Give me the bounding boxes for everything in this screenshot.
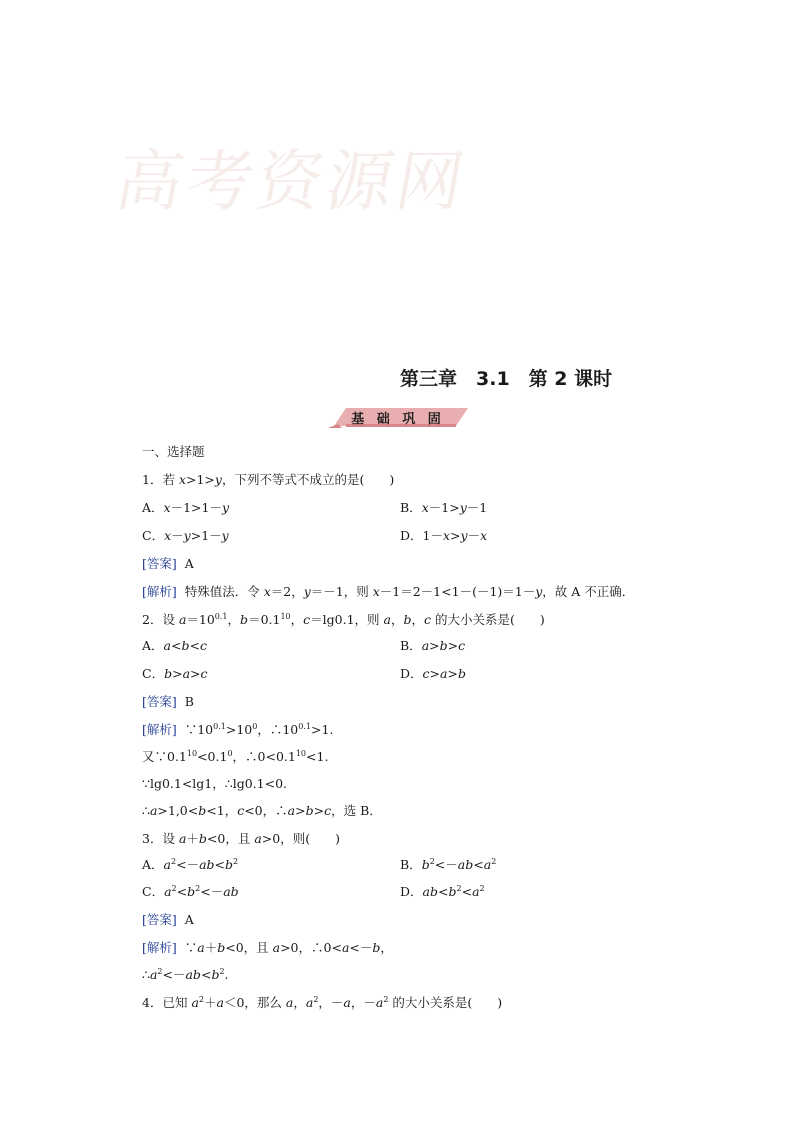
banner-label: 基 础 巩 固 (351, 412, 445, 427)
question-4-stem: 4．已知 $a^2+a<0$，那么 a，$a^2$，－a，$-a^2$ 的大小关系是( ) (142, 994, 503, 1010)
question-1-stem: 1．若 x>1>y，下列不等式不成立的是( ) (142, 472, 395, 487)
page-title: 第三章 3.1 第 2 课时 (400, 368, 613, 390)
q1-answer-value: A (184, 556, 194, 571)
q2-analysis-2: 又$\because 0.1^{10}<0.1^0$，$\therefore 0<0.1^{10}<1$. (142, 748, 329, 764)
q1-option-c: C．x－y>1－y (142, 528, 229, 543)
q3-analysis-1 (142, 940, 393, 956)
q1-analysis-text: 特殊值法．令 x＝2，y＝－1，则 x－1＝2－1<1－(－1)＝1－y，故 A 不正确． (184, 584, 635, 599)
q1-option-a: A．x－1>1－y (142, 500, 230, 515)
q1-analysis (142, 584, 634, 600)
q2-option-a: A．a<b<c (142, 638, 207, 653)
analysis-label: [解析] (142, 722, 177, 737)
q3-analysis-2: $\therefore a^2<-ab<b^2$. (142, 966, 229, 982)
question-3-stem: 3．设 a＋b<0，且 a>0，则( ) (142, 831, 340, 846)
q3-option-b: B．$b^2<-ab<a^2$ (400, 856, 497, 872)
q2-option-c: C．b>a>c (142, 666, 208, 681)
q1-option-b: B．x－1>y－1 (400, 500, 488, 515)
question-2-stem: 2．设 $a=10^{0.1}$，$b=0.1^{10}$，c＝lg0.1，则 a，b，c 的大小关系是( ) (142, 611, 545, 627)
analysis-label: [解析] (142, 584, 177, 599)
answer-label: [答案] (142, 912, 177, 927)
q3-option-a: A．$a^2<-ab<b^2$ (142, 856, 239, 872)
section-title: 一、选择题 (142, 444, 205, 459)
q3-analysis-text-1: ∵a＋b<0，且 a>0，∴0<a<－b， (184, 940, 393, 955)
answer-label: [答案] (142, 556, 177, 571)
q1-option-d: D．1－x>y－x (400, 528, 488, 543)
q2-analysis-3: ∵lg0.1<lg1，∴lg0.1<0. (142, 776, 287, 791)
q2-answer (142, 694, 194, 710)
watermark: 高考资源网 (110, 143, 474, 220)
q3-option-d: D．$ab<b^2<a^2$ (400, 883, 485, 899)
q2-analysis-text-1: $\because 10^{0.1}>10^0$，$\therefore 10^{0.1}>1$. (184, 721, 334, 737)
analysis-label: [解析] (142, 940, 177, 955)
section-banner (328, 404, 468, 430)
q2-option-b: B．a>b>c (400, 638, 466, 653)
q3-option-c: C．$a^2<b^2<-ab$ (142, 883, 239, 899)
q2-analysis-1 (142, 722, 333, 738)
answer-label: [答案] (142, 694, 177, 709)
q3-answer (142, 912, 194, 928)
q2-analysis-4: ∴a>1,0<b<1，c<0，∴a>b>c，选 B． (142, 803, 382, 818)
q1-answer (142, 556, 194, 572)
q2-option-d: D．c>a>b (400, 666, 466, 681)
q2-answer-value: B (184, 694, 194, 709)
q3-answer-value: A (184, 912, 194, 927)
